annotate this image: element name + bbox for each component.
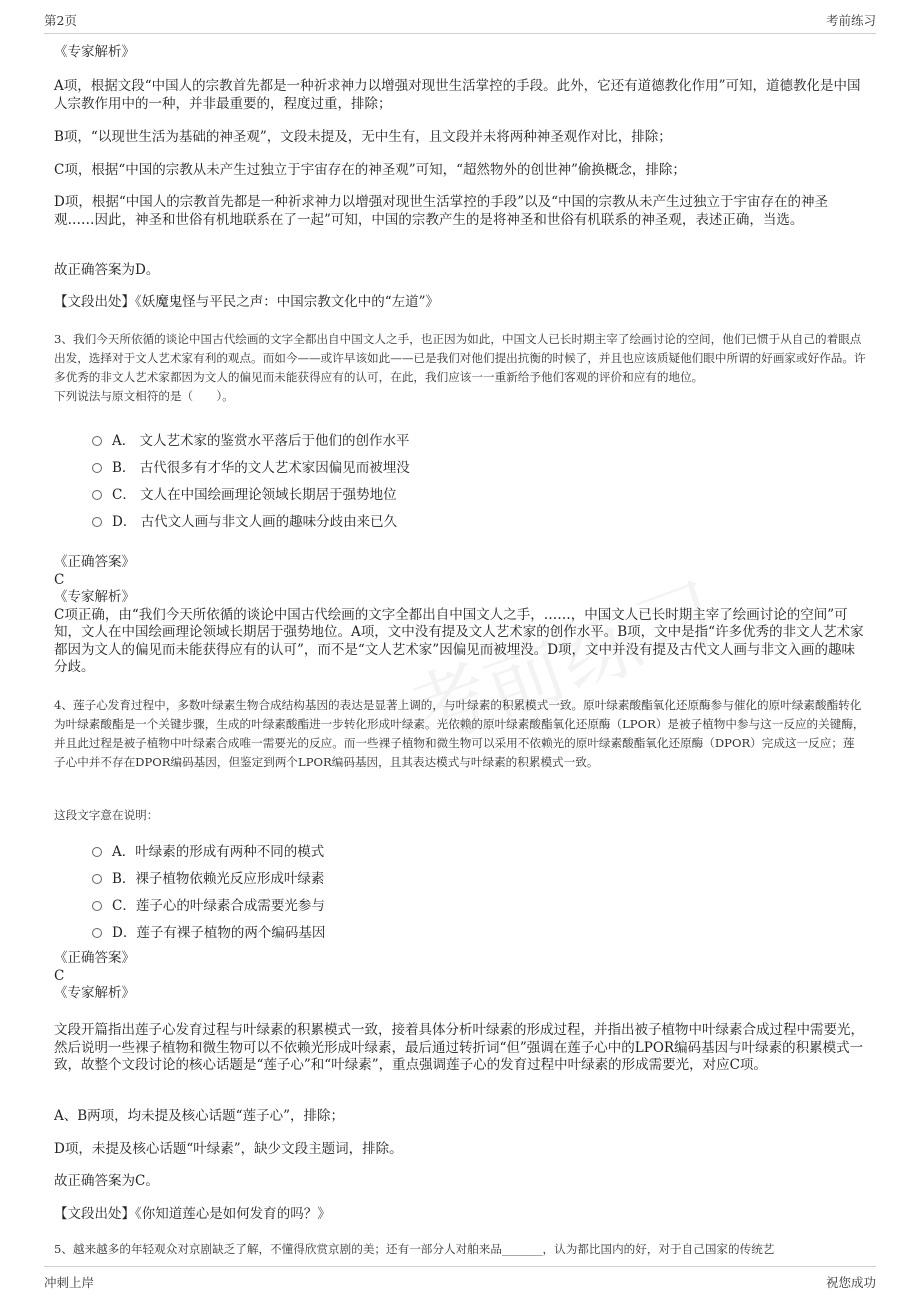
page-header: [44, 11, 876, 34]
q3-option-d[interactable]: D． 古代文人画与非文人画的趣味分歧由来已久: [92, 513, 397, 531]
radio-icon[interactable]: [92, 928, 102, 938]
page-footer: [44, 1266, 876, 1291]
q3-answer-block: [54, 554, 866, 677]
page-number: 第2页: [44, 13, 77, 28]
q3-option-c[interactable]: C． 文人在中国绘画理论领域长期居于强势地位: [92, 486, 397, 504]
q2-analysis-c: C项，根据“中国的宗教从未产生过独立于宇宙存在的神圣观”可知，“超然物外的创世神”偷换概念，排除；: [54, 162, 686, 178]
q4-answer: C: [54, 967, 65, 984]
q2-analysis-title: 《专家解析》: [54, 44, 135, 60]
q3-option-a[interactable]: A． 文人艺术家的鉴赏水平落后于他们的创作水平: [92, 432, 410, 450]
q3-stem: 3、我们今天所依循的谈论中国古代绘画的文字全都出自中国文人之手，也正因为如此，中国文人已长时期主宰了绘画讨论的空间，他们已惯于从自己的着眼点出发，选择对于文人艺术家有利的观点。而如今——或许早该如此——已是我们对他们提出抗衡的时候了，并且也应该质疑他们眼中所谓的好画家或好作品。许多优秀的非文人艺术家都因为文人的偏见而未能获得应有的认可，在此，我们应该一一重新给予他们客观的评价和应有的地位。 下列说法与原文相符的是（ ）。: [54, 330, 866, 406]
header-title: 考前练习: [825, 13, 876, 28]
q4-analysis-ab: A、B两项，均未提及核心话题“莲子心”，排除；: [54, 1108, 344, 1124]
radio-icon[interactable]: [92, 901, 102, 911]
radio-icon[interactable]: [92, 874, 102, 884]
q5-stem: 5、越来越多的年轻观众对京剧缺乏了解，不懂得欣赏京剧的美；还有一部分人对舶来品_______，认为都比国内的好，对于自己国家的传统艺: [54, 1242, 775, 1256]
q4-question: 这段文字意在说明：: [54, 808, 159, 822]
q2-source: 【文段出处】《妖魔鬼怪与平民之声：中国宗教文化中的“左道”》: [54, 294, 440, 310]
q4-option-a[interactable]: A．叶绿素的形成有两种不同的模式: [92, 843, 324, 861]
q4-answer-title: 《正确答案》: [54, 950, 135, 966]
radio-icon[interactable]: [92, 517, 102, 527]
radio-icon[interactable]: [92, 490, 102, 500]
q3-analysis: C项正确，由“我们今天所依循的谈论中国古代绘画的文字全都出自中国文人之手，……，中国文人已长时期主宰了绘画讨论的空间”可知，文人在中国绘画理论领域长期居于强势地位。A项，文中没有提及文人艺术家的创作水平。B项，文中是指“许多优秀的非文人艺术家都因为文人的偏见而未能获得应有的认可”，而不是“文人艺术家”因偏见而被埋没。D项，文中并没有提及古代文人画与非文入画的趣味分歧。: [54, 606, 864, 675]
q3-question: 下列说法与原文相符的是（ ）。: [54, 389, 234, 403]
q2-analysis-a: A项，根据文段“中国人的宗教首先都是一种祈求神力以增强对现世生活掌控的手段。此外，它还有道德教化作用”可知，道德教化是中国人宗教作用中的一种，并非最重要的，程度过重，排除；: [54, 78, 861, 112]
q2-analysis-title-block: [54, 44, 866, 62]
radio-icon[interactable]: [92, 436, 102, 446]
q4-answer-block: [54, 950, 866, 1003]
q4-stem: 4、莲子心发育过程中，多数叶绿素生物合成结构基因的表达是显著上调的，与叶绿素的积累模式一致。原叶绿素酸酯氧化还原酶参与催化的原叶绿素酸酯转化为叶绿素酸酯是一个关键步骤，生成的叶绿素酸酯进一步转化形成叶绿素。光依赖的原叶绿素酸酯氧化还原酶（LPOR）是被子植物中参与这一反应的关键酶，并且此过程是被子植物中叶绿素合成唯一需要光的反应。而一些裸子植物和微生物可以采用不依赖光的原叶绿素酸酯氧化还原酶（DPOR）完成这一反应；莲子心中并不存在DPOR编码基因，但鉴定到两个LPOR编码基因，且其表达模式与叶绿素的积累模式一致。: [54, 698, 865, 769]
q3-analysis-title: 《专家解析》: [54, 589, 135, 605]
radio-icon[interactable]: [92, 847, 102, 857]
q4-analysis: 文段开篇指出莲子心发育过程与叶绿素的积累模式一致，接着具体分析叶绿素的形成过程，并指出被子植物中叶绿素合成过程中需要光，然后说明一些裸子植物和微生物可以不依赖光形成叶绿素，最后通过转折词“但”强调在莲子心中的LPOR编码基因与叶绿素的积累模式一致，故整个文段讨论的核心话题是“莲子心”和“叶绿素”，重点强调莲子心的发育过程中叶绿素的形成需要光，对应C项。: [54, 1022, 864, 1073]
q4-option-d[interactable]: D．莲子有裸子植物的两个编码基因: [92, 924, 325, 942]
footer-right: 祝您成功: [825, 1275, 876, 1290]
footer-left: 冲刺上岸: [44, 1275, 95, 1290]
q4-source: 【文段出处】《你知道莲心是如何发育的吗？》: [54, 1206, 331, 1222]
q4-option-b[interactable]: B．裸子植物依赖光反应形成叶绿素: [92, 870, 324, 888]
q3-option-b[interactable]: B． 古代很多有才华的文人艺术家因偏见而被埋没: [92, 459, 410, 477]
q3-answer: C: [54, 571, 65, 588]
q4-analysis-title: 《专家解析》: [54, 985, 135, 1001]
q4-conclusion: 故正确答案为C。: [54, 1173, 159, 1189]
q4-analysis-d: D项，未提及核心话题“叶绿素”，缺少文段主题词，排除。: [54, 1141, 403, 1157]
q2-conclusion: 故正确答案为D。: [54, 262, 160, 278]
q2-analysis-b: B项，“以现世生活为基础的神圣观”，文段未提及，无中生有，且文段并未将两种神圣观作对比，排除；: [54, 129, 672, 145]
q4-option-c[interactable]: C．莲子心的叶绿素合成需要光参与: [92, 897, 325, 915]
q2-analysis-d: D项，根据“中国人的宗教首先都是一种祈求神力以增强对现世生活掌控的手段”以及“中国的宗教从未产生过独立于宇宙存在的神圣观……因此，神圣和世俗有机地联系在了一起”可知，中国的宗教产生的是将神圣和世俗有机联系的神圣观，表述正确，当选。: [54, 194, 829, 228]
q3-answer-title: 《正确答案》: [54, 554, 135, 570]
radio-icon[interactable]: [92, 463, 102, 473]
